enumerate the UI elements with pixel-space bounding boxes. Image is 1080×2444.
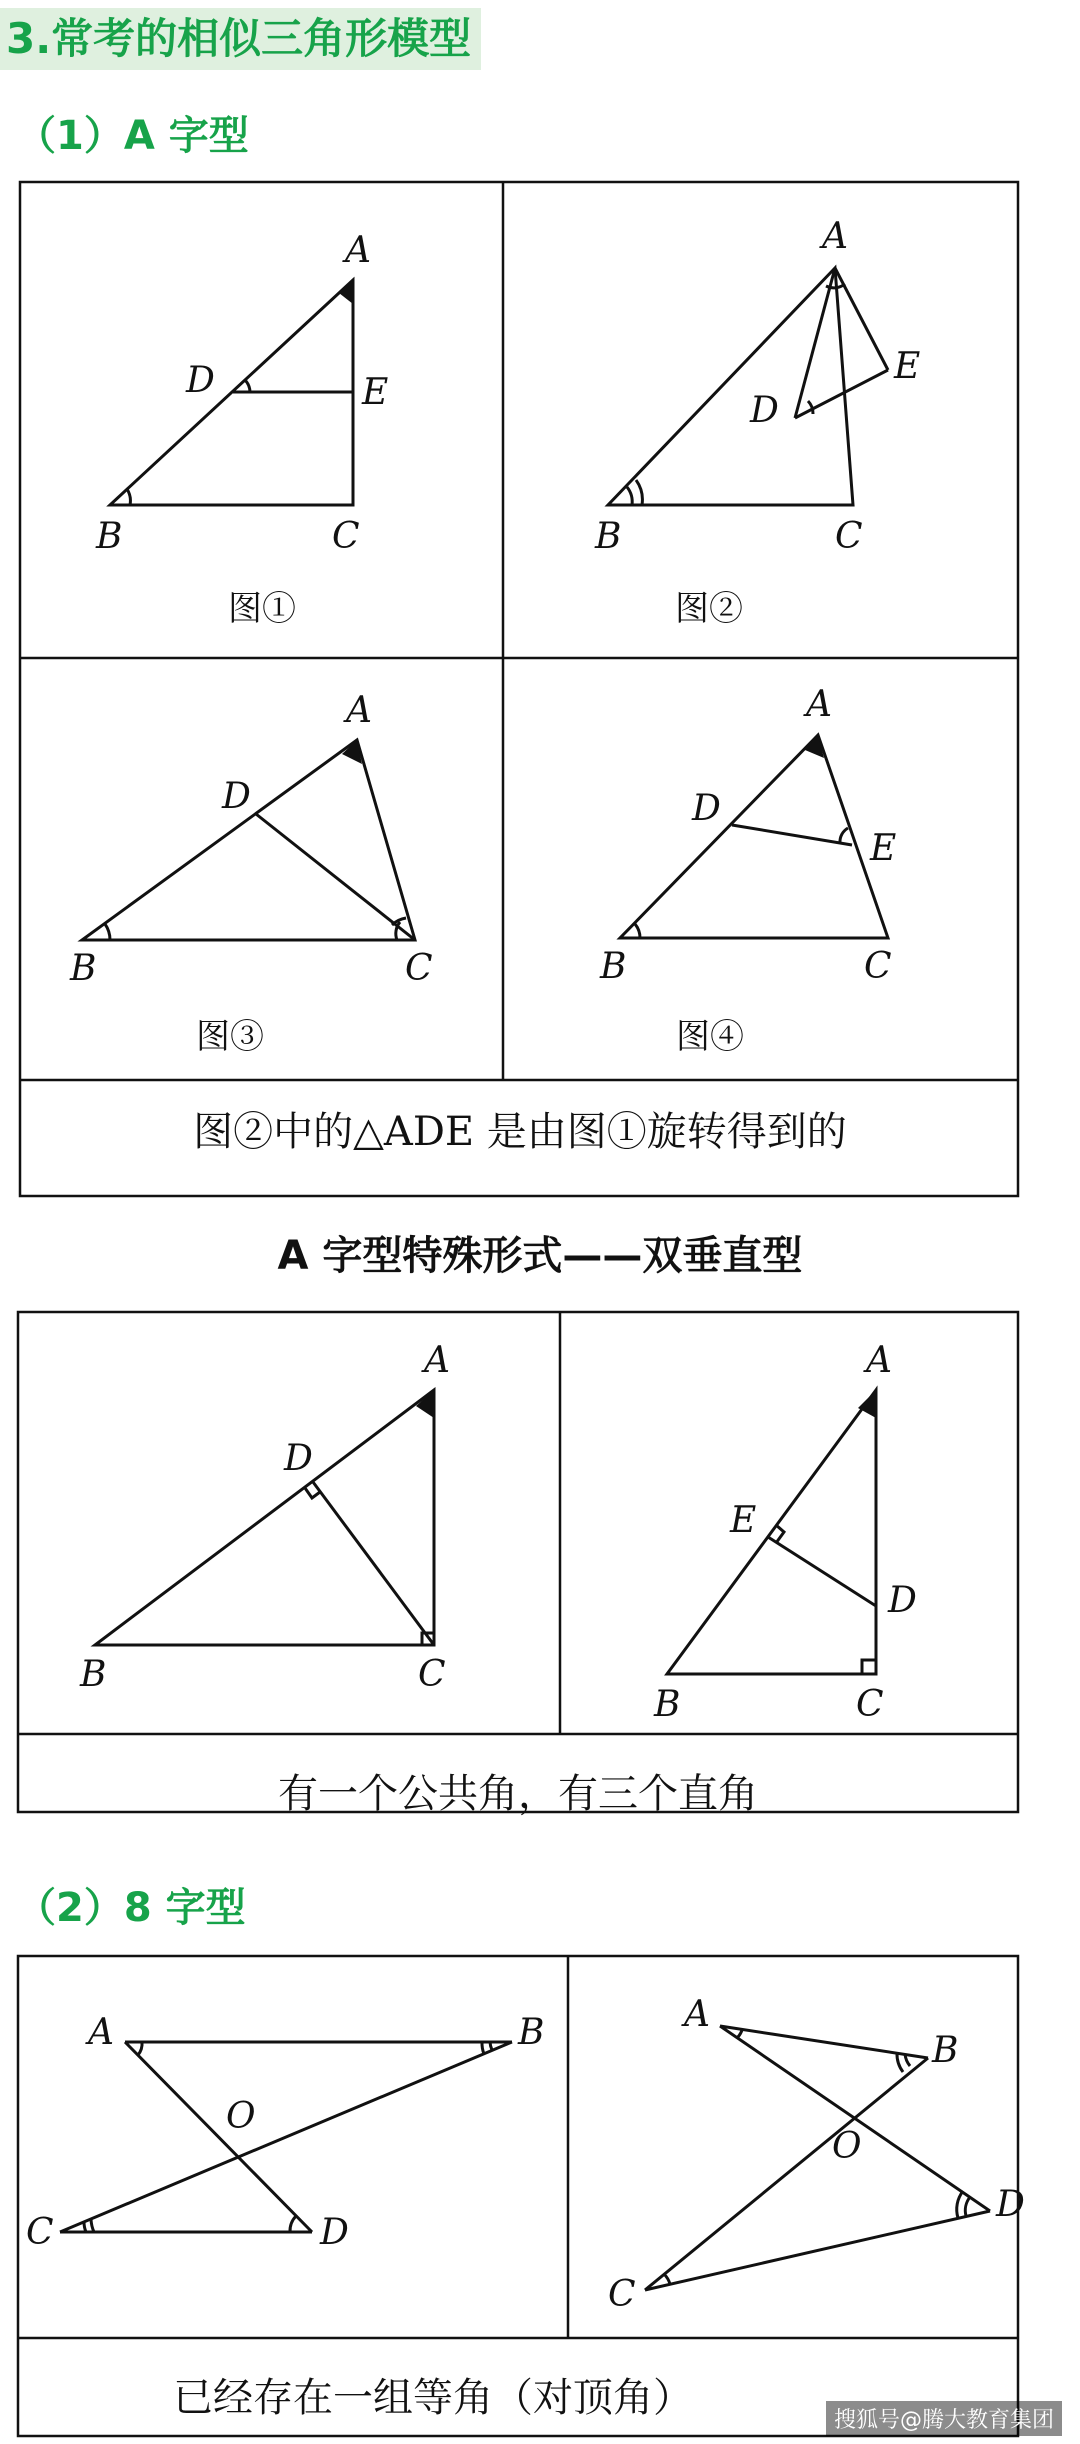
section-8-title: （2）8 字型 (16, 1885, 246, 1931)
fig2-label-b: B (595, 516, 622, 557)
double-perpendicular-title: A 字型特殊形式——双垂直型 (277, 1233, 803, 1279)
figure-2 (608, 268, 888, 505)
fig3-label-a: A (346, 690, 372, 731)
fig6-label-d: D (888, 1580, 917, 1621)
figure-4 (620, 735, 888, 938)
fig4-label-c: C (864, 946, 892, 987)
fig6-label-c: C (856, 1684, 884, 1725)
fig8-label-b: B (932, 2030, 959, 2071)
fig7-label-d: D (320, 2212, 349, 2253)
fig2-label-d: D (750, 390, 779, 431)
figure-3 (82, 740, 415, 940)
fig8-label-a: A (684, 1994, 710, 2035)
fig6-label-b: B (654, 1684, 681, 1725)
fig6-label-a: A (866, 1340, 892, 1381)
fig4-label-a: A (806, 684, 832, 725)
fig8-label-c: C (608, 2274, 636, 2315)
fig4-label-b: B (600, 946, 627, 987)
figure-7 (60, 2042, 512, 2232)
double-perpendicular-note: 有一个公共角，有三个直角 (278, 1771, 758, 1817)
figure-6 (667, 1390, 876, 1674)
watermark: 搜狐号@腾大教育集团 (826, 2401, 1062, 2436)
fig3-label-c: C (405, 948, 433, 989)
fig1-label-b: B (96, 516, 123, 557)
fig3-caption: 图③ (196, 1017, 264, 1057)
a-type-note: 图②中的△ADE 是由图①旋转得到的 (193, 1109, 847, 1155)
fig5-label-a: A (424, 1340, 450, 1381)
fig7-label-a: A (88, 2012, 114, 2053)
fig7-label-b: B (518, 2012, 545, 2053)
fig4-label-d: D (692, 788, 721, 829)
double-perpendicular-figures (0, 1310, 1080, 1830)
fig6-label-e: E (730, 1500, 757, 1541)
fig5-angle-a-mark (416, 1390, 434, 1418)
fig8-label-d: D (996, 2184, 1025, 2225)
fig5-label-d: D (284, 1438, 313, 1479)
a-type-figures (0, 180, 1080, 1220)
section-a-title: （1）A 字型 (16, 113, 249, 159)
fig1-label-a: A (345, 230, 371, 271)
page-title: 3.常考的相似三角形模型 (0, 8, 481, 70)
fig8-label-o: O (832, 2126, 862, 2167)
fig2-label-c: C (835, 516, 863, 557)
fig3-label-d: D (222, 776, 251, 817)
fig2-caption: 图② (675, 589, 743, 629)
figure-1 (110, 280, 353, 505)
fig1-label-e: E (362, 372, 389, 413)
fig7-label-c: C (26, 2212, 54, 2253)
fig1-caption: 图① (228, 589, 296, 629)
fig5-label-c: C (418, 1654, 446, 1695)
eight-type-note: 已经存在一组等角（对顶角） (173, 2375, 693, 2421)
fig7-label-o: O (226, 2096, 256, 2137)
fig4-label-e: E (870, 828, 897, 869)
fig4-caption: 图④ (676, 1017, 744, 1057)
fig2-label-e: E (894, 346, 921, 387)
fig5-label-b: B (80, 1654, 107, 1695)
fig6-angle-a-mark (858, 1390, 876, 1418)
fig1-angle-a-mark (339, 280, 353, 304)
fig1-label-d: D (186, 360, 215, 401)
fig3-label-b: B (70, 948, 97, 989)
figure-5 (95, 1390, 434, 1645)
fig1-label-c: C (332, 516, 360, 557)
fig2-label-a: A (822, 216, 848, 257)
